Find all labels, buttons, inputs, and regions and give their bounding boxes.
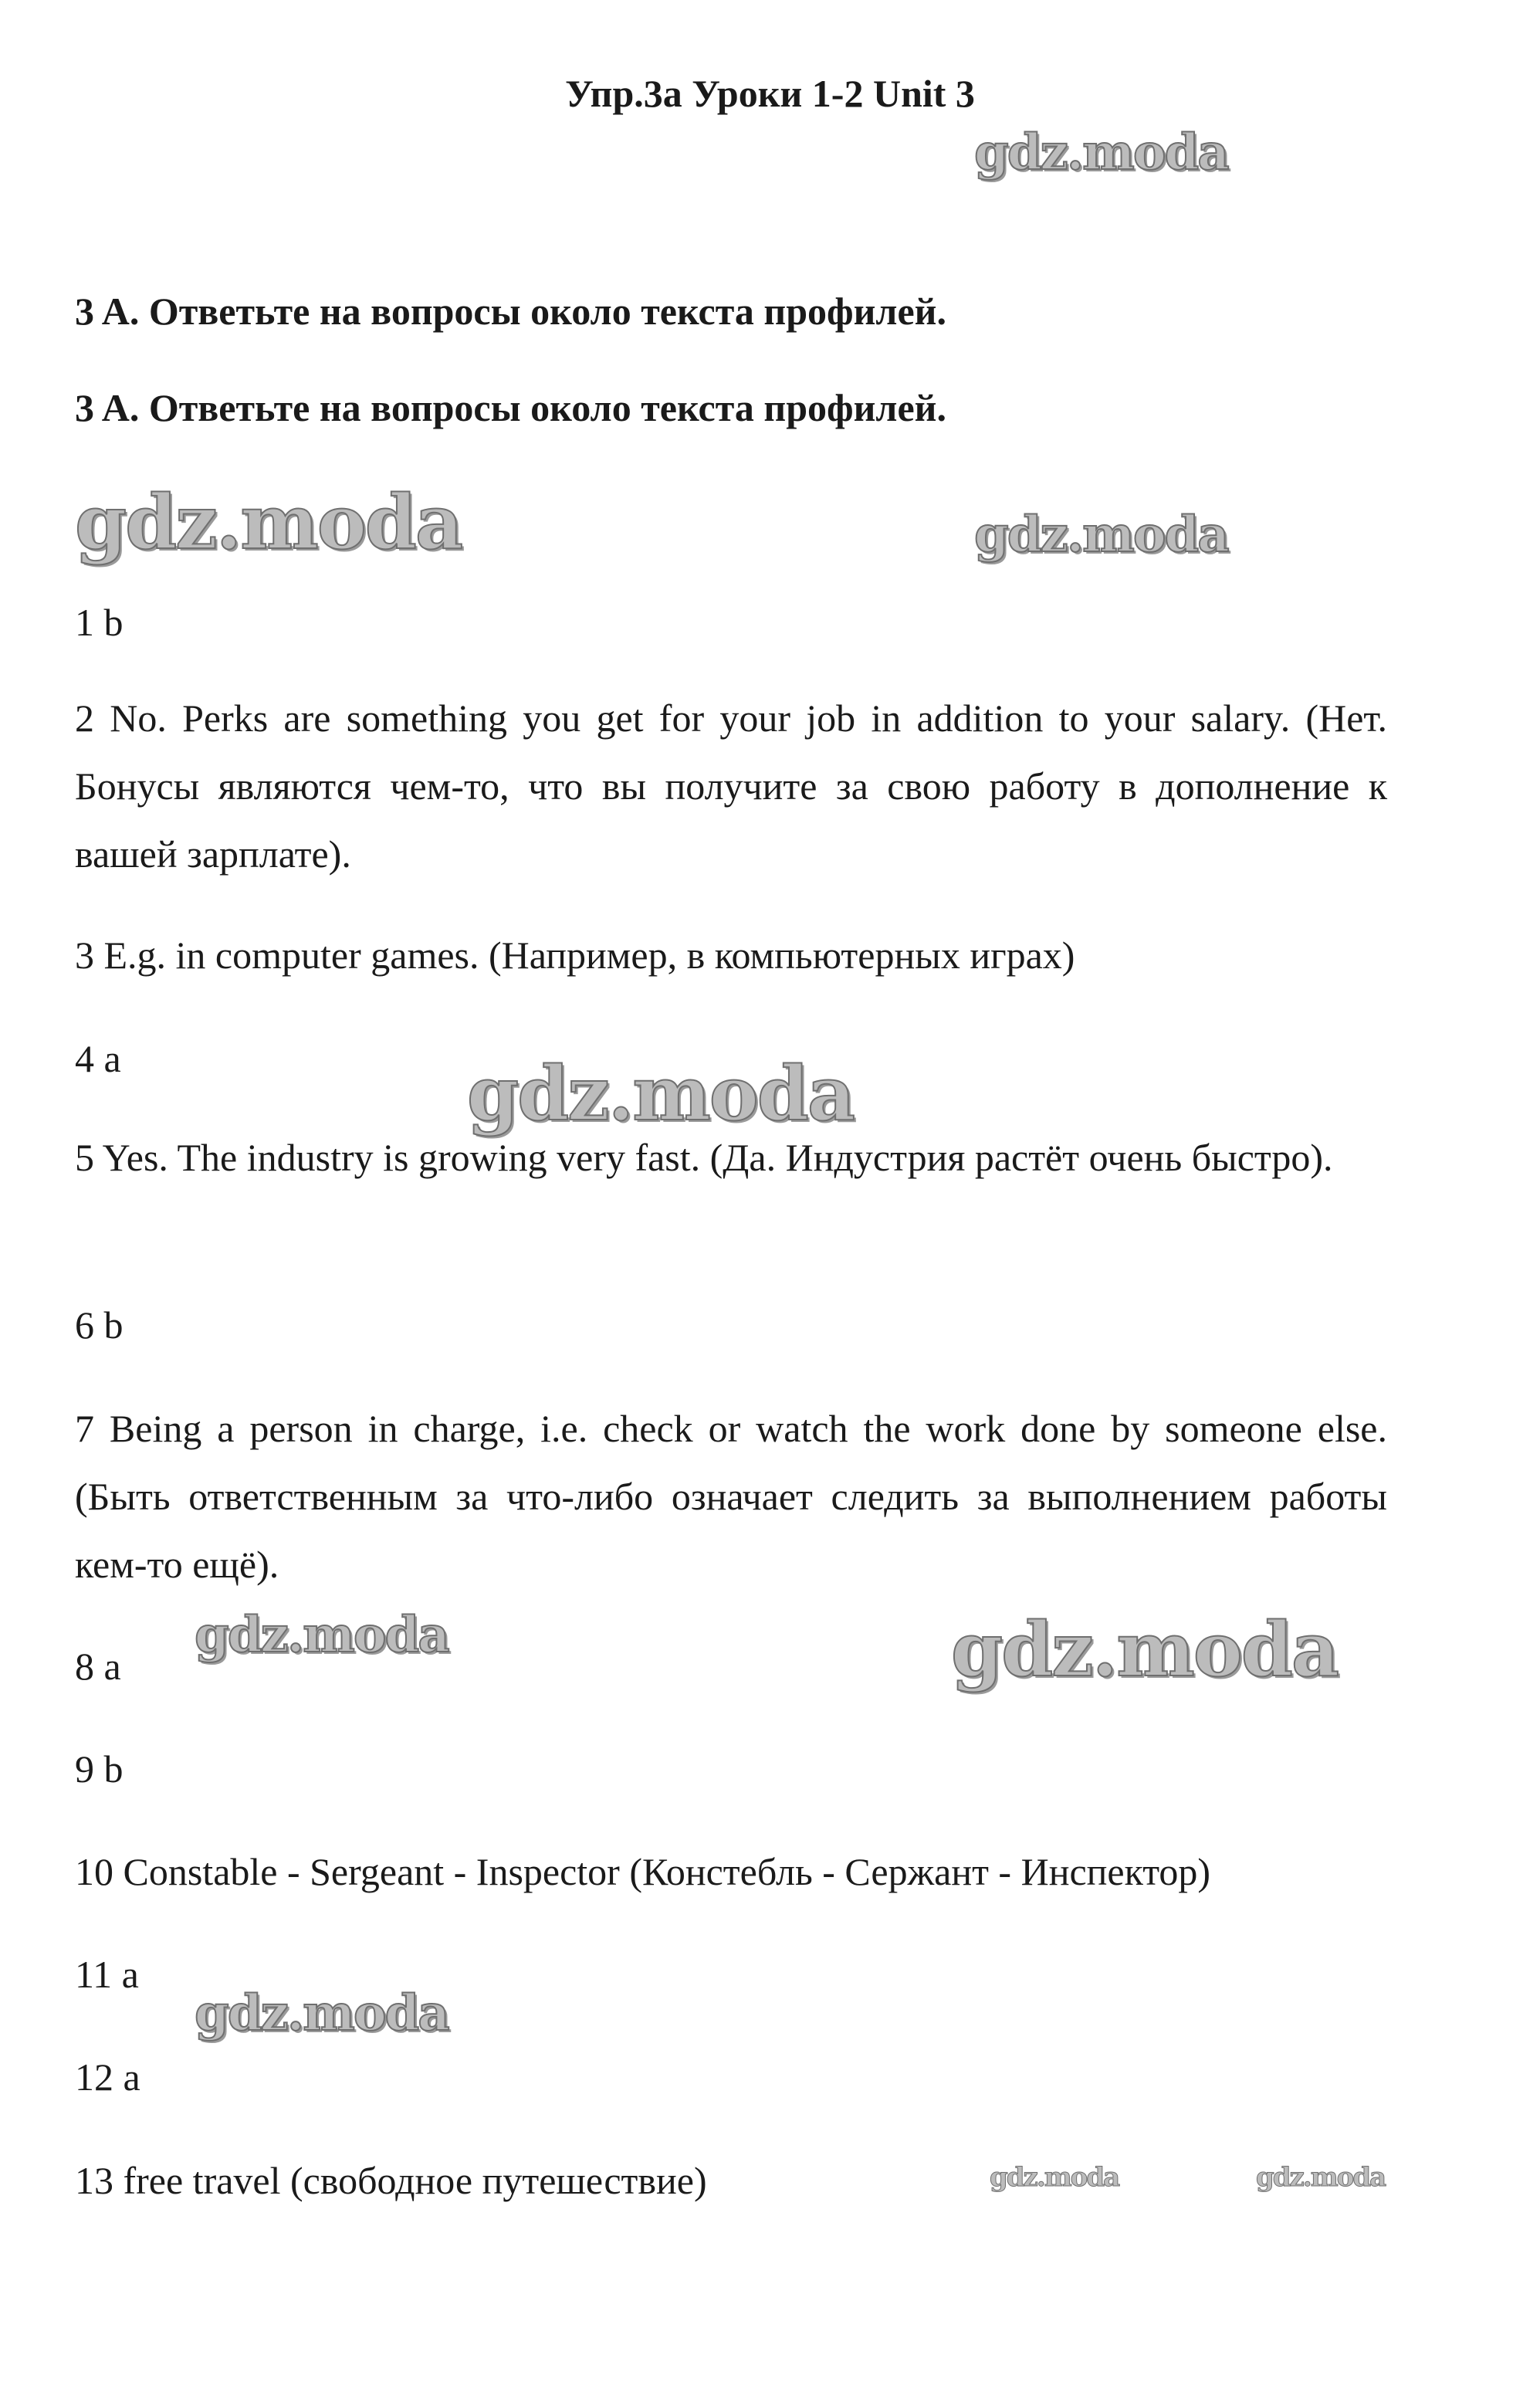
watermark-logo: gdz.moda <box>467 1050 855 1137</box>
watermark-logo: gdz.moda <box>195 1606 448 1664</box>
watermark-logo: gdz.moda <box>195 1984 448 2042</box>
answer-item: 3 E.g. in computer games. (Например, в компьютерных играх) <box>75 933 1075 977</box>
answer-item: 7 Being a person in charge, i.e. check or watch the work done by someone else. (Быть ответственным за что-либо означает следить за выполнением работы кем-то ещё). <box>75 1407 1387 1586</box>
answer-item: 9 b <box>75 1747 124 1791</box>
answer-item: 4 a <box>75 1037 121 1080</box>
watermark-logo: gdz.moda <box>1256 2162 1386 2193</box>
answer-item: 12 a <box>75 2055 140 2099</box>
answer-item: 6 b <box>75 1303 124 1347</box>
answer-item: 1 b <box>75 601 124 644</box>
instruction-heading: 3 A. Ответьте на вопросы около текста профилей. <box>75 386 946 429</box>
answer-item: 5 Yes. The industry is growing very fast. (Да. Индустрия растёт очень быстро). <box>75 1136 1333 1179</box>
answer-item: 11 a <box>75 1953 139 1996</box>
watermark-logo: gdz.moda <box>974 124 1228 181</box>
instruction-heading: 3 A. Ответьте на вопросы около текста профилей. <box>75 290 946 333</box>
answer-item: 13 free travel (свободное путешествие) <box>75 2159 707 2202</box>
page-title: Упр.3a Уроки 1-2 Unit 3 <box>565 72 975 115</box>
watermark-logo: gdz.moda <box>75 479 462 566</box>
watermark-logo: gdz.moda <box>974 506 1228 564</box>
watermark-logo: gdz.moda <box>951 1606 1339 1693</box>
watermark-logo: gdz.moda <box>990 2162 1119 2193</box>
answer-item: 8 a <box>75 1645 121 1688</box>
answer-item: 2 No. Perks are something you get for your job in addition to your salary. (Нет. Бонусы являются чем-то, что вы получите за свою работу в дополнение к вашей зарплате). <box>75 696 1387 876</box>
answer-item: 10 Constable - Sergeant - Inspector (Констебль - Сержант - Инспектор) <box>75 1850 1211 1893</box>
